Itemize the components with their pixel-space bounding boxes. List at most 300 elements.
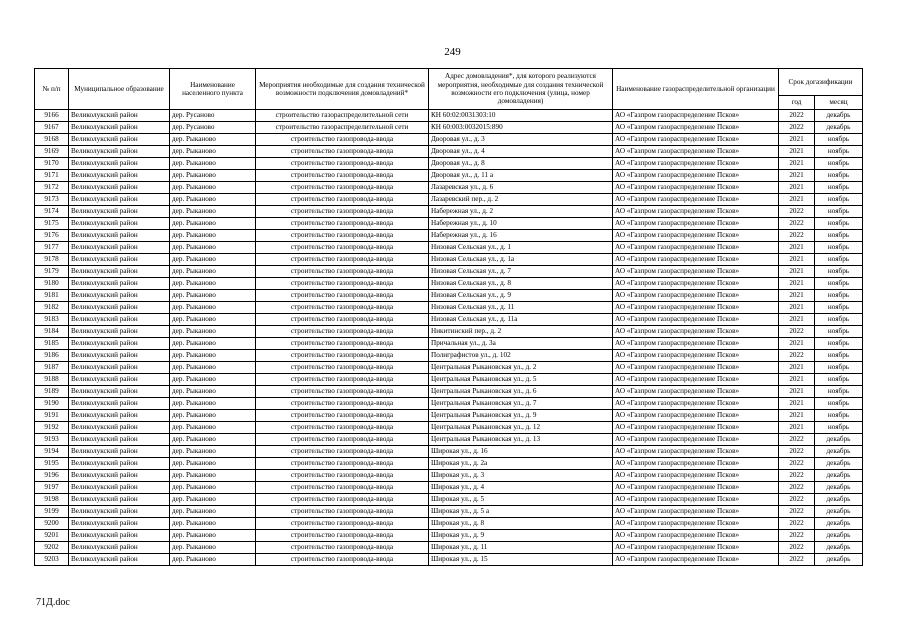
table-row (35, 542, 863, 554)
cell-settlement: дер. Русаново (170, 122, 256, 134)
cell-municipality: Великолукский район (69, 434, 170, 446)
cell-organization: АО «Газпром газораспределение Псков» (613, 230, 779, 242)
cell-month: декабрь (815, 554, 863, 566)
cell-organization: АО «Газпром газораспределение Псков» (613, 554, 779, 566)
cell-organization: АО «Газпром газораспределение Псков» (613, 110, 779, 122)
cell-measure: строительство газопровода-ввода (256, 494, 429, 506)
gasification-table (34, 68, 863, 566)
cell-num: 9170 (35, 158, 69, 170)
cell-num: 9177 (35, 242, 69, 254)
cell-settlement: дер. Рыканово (170, 158, 256, 170)
cell-organization: АО «Газпром газораспределение Псков» (613, 446, 779, 458)
cell-municipality: Великолукский район (69, 122, 170, 134)
cell-month: ноябрь (815, 146, 863, 158)
cell-measure: строительство газопровода-ввода (256, 182, 429, 194)
cell-settlement: дер. Рыканово (170, 554, 256, 566)
cell-num: 9196 (35, 470, 69, 482)
cell-organization: АО «Газпром газораспределение Псков» (613, 494, 779, 506)
cell-municipality: Великолукский район (69, 386, 170, 398)
cell-num: 9179 (35, 266, 69, 278)
cell-measure: строительство газопровода-ввода (256, 218, 429, 230)
cell-municipality: Великолукский район (69, 362, 170, 374)
cell-year: 2022 (779, 230, 815, 242)
cell-organization: АО «Газпром газораспределение Псков» (613, 182, 779, 194)
cell-year: 2021 (779, 314, 815, 326)
cell-settlement: дер. Рыканово (170, 482, 256, 494)
cell-year: 2022 (779, 434, 815, 446)
cell-month: декабрь (815, 458, 863, 470)
cell-year: 2021 (779, 266, 815, 278)
table-row (35, 146, 863, 158)
cell-month: декабрь (815, 482, 863, 494)
cell-measure: строительство газораспределительной сети (256, 110, 429, 122)
table-row (35, 266, 863, 278)
table-row (35, 230, 863, 242)
cell-address: Центральная Рыкановская ул., д. 9 (429, 410, 613, 422)
cell-settlement: дер. Рыканово (170, 434, 256, 446)
cell-month: ноябрь (815, 326, 863, 338)
table-row (35, 206, 863, 218)
cell-num: 9180 (35, 278, 69, 290)
table-row (35, 446, 863, 458)
cell-month: ноябрь (815, 182, 863, 194)
table-row (35, 506, 863, 518)
cell-settlement: дер. Рыканово (170, 134, 256, 146)
table-row (35, 278, 863, 290)
cell-municipality: Великолукский район (69, 314, 170, 326)
cell-month: декабрь (815, 494, 863, 506)
cell-month: ноябрь (815, 278, 863, 290)
cell-num: 9187 (35, 362, 69, 374)
cell-measure: строительство газопровода-ввода (256, 542, 429, 554)
cell-settlement: дер. Рыканово (170, 338, 256, 350)
cell-year: 2021 (779, 290, 815, 302)
cell-measure: строительство газопровода-ввода (256, 146, 429, 158)
cell-municipality: Великолукский район (69, 374, 170, 386)
cell-month: декабрь (815, 446, 863, 458)
cell-measure: строительство газопровода-ввода (256, 386, 429, 398)
cell-organization: АО «Газпром газораспределение Псков» (613, 266, 779, 278)
table-row (35, 494, 863, 506)
cell-address: Дворовая ул., д. 3 (429, 134, 613, 146)
cell-year: 2022 (779, 494, 815, 506)
cell-measure: строительство газопровода-ввода (256, 506, 429, 518)
cell-year: 2021 (779, 194, 815, 206)
cell-address: Широкая ул., д. 11 (429, 542, 613, 554)
table-row (35, 134, 863, 146)
cell-month: декабрь (815, 434, 863, 446)
cell-month: ноябрь (815, 386, 863, 398)
cell-organization: АО «Газпром газораспределение Псков» (613, 518, 779, 530)
cell-year: 2021 (779, 338, 815, 350)
cell-settlement: дер. Рыканово (170, 350, 256, 362)
cell-municipality: Великолукский район (69, 470, 170, 482)
cell-measure: строительство газопровода-ввода (256, 410, 429, 422)
cell-year: 2022 (779, 482, 815, 494)
cell-year: 2022 (779, 530, 815, 542)
cell-measure: строительство газопровода-ввода (256, 158, 429, 170)
cell-num: 9168 (35, 134, 69, 146)
cell-num: 9183 (35, 314, 69, 326)
cell-measure: строительство газопровода-ввода (256, 134, 429, 146)
cell-address: Центральная Рыкановская ул., д. 7 (429, 398, 613, 410)
cell-measure: строительство газопровода-ввода (256, 326, 429, 338)
cell-num: 9178 (35, 254, 69, 266)
cell-measure: строительство газопровода-ввода (256, 398, 429, 410)
cell-municipality: Великолукский район (69, 290, 170, 302)
table-row (35, 218, 863, 230)
cell-municipality: Великолукский район (69, 110, 170, 122)
table-row (35, 170, 863, 182)
header-year: год (779, 96, 815, 110)
cell-settlement: дер. Рыканово (170, 374, 256, 386)
cell-municipality: Великолукский район (69, 494, 170, 506)
cell-organization: АО «Газпром газораспределение Псков» (613, 458, 779, 470)
cell-address: Широкая ул., д. 5 (429, 494, 613, 506)
cell-num: 9174 (35, 206, 69, 218)
cell-municipality: Великолукский район (69, 206, 170, 218)
cell-organization: АО «Газпром газораспределение Псков» (613, 206, 779, 218)
cell-year: 2021 (779, 278, 815, 290)
cell-settlement: дер. Рыканово (170, 446, 256, 458)
header-num: № п/п (35, 69, 69, 110)
cell-address: Низовая Сельская ул., д. 11а (429, 314, 613, 326)
cell-num: 9201 (35, 530, 69, 542)
cell-settlement: дер. Рыканово (170, 266, 256, 278)
cell-address: КН 60:003:0032015:890 (429, 122, 613, 134)
cell-num: 9191 (35, 410, 69, 422)
cell-month: ноябрь (815, 230, 863, 242)
cell-municipality: Великолукский район (69, 446, 170, 458)
cell-measure: строительство газопровода-ввода (256, 278, 429, 290)
cell-settlement: дер. Рыканово (170, 170, 256, 182)
cell-municipality: Великолукский район (69, 146, 170, 158)
cell-organization: АО «Газпром газораспределение Псков» (613, 386, 779, 398)
cell-month: ноябрь (815, 170, 863, 182)
cell-organization: АО «Газпром газораспределение Псков» (613, 470, 779, 482)
cell-year: 2022 (779, 446, 815, 458)
table-row (35, 350, 863, 362)
cell-month: декабрь (815, 530, 863, 542)
cell-month: ноябрь (815, 290, 863, 302)
table-row (35, 470, 863, 482)
cell-organization: АО «Газпром газораспределение Псков» (613, 506, 779, 518)
cell-month: ноябрь (815, 194, 863, 206)
cell-address: Центральная Рыкановская ул., д. 2 (429, 362, 613, 374)
header-address: Адрес домовладения*, для которого реализуются мероприятия, необходимые для создания технической возможности его подключения (улица, номер домовладения) (429, 69, 613, 110)
cell-measure: строительство газопровода-ввода (256, 242, 429, 254)
cell-municipality: Великолукский район (69, 350, 170, 362)
cell-settlement: дер. Рыканово (170, 182, 256, 194)
table-row (35, 398, 863, 410)
cell-measure: строительство газопровода-ввода (256, 314, 429, 326)
footer-filename: 71Д.doc (36, 597, 70, 608)
cell-organization: АО «Газпром газораспределение Псков» (613, 170, 779, 182)
cell-settlement: дер. Рыканово (170, 422, 256, 434)
cell-month: ноябрь (815, 374, 863, 386)
cell-settlement: дер. Рыканово (170, 410, 256, 422)
header-measures: Мероприятия необходимые для создания технической возможности подключения домовладений* (256, 69, 429, 110)
cell-organization: АО «Газпром газораспределение Псков» (613, 134, 779, 146)
cell-municipality: Великолукский район (69, 242, 170, 254)
table-row (35, 518, 863, 530)
table-row (35, 434, 863, 446)
table-row (35, 182, 863, 194)
cell-year: 2022 (779, 326, 815, 338)
cell-municipality: Великолукский район (69, 230, 170, 242)
cell-measure: строительство газопровода-ввода (256, 530, 429, 542)
cell-num: 9192 (35, 422, 69, 434)
cell-settlement: дер. Рыканово (170, 194, 256, 206)
cell-municipality: Великолукский район (69, 542, 170, 554)
cell-municipality: Великолукский район (69, 338, 170, 350)
cell-address: КН 60:02:0031303:10 (429, 110, 613, 122)
cell-address: Широкая ул., д. 15 (429, 554, 613, 566)
cell-year: 2022 (779, 518, 815, 530)
cell-year: 2021 (779, 242, 815, 254)
cell-organization: АО «Газпром газораспределение Псков» (613, 278, 779, 290)
table-row (35, 194, 863, 206)
cell-measure: строительство газопровода-ввода (256, 230, 429, 242)
cell-year: 2021 (779, 422, 815, 434)
cell-settlement: дер. Рыканово (170, 470, 256, 482)
cell-organization: АО «Газпром газораспределение Псков» (613, 398, 779, 410)
cell-month: ноябрь (815, 350, 863, 362)
cell-organization: АО «Газпром газораспределение Псков» (613, 542, 779, 554)
cell-num: 9172 (35, 182, 69, 194)
cell-municipality: Великолукский район (69, 326, 170, 338)
cell-num: 9188 (35, 374, 69, 386)
cell-num: 9181 (35, 290, 69, 302)
table-row (35, 290, 863, 302)
cell-num: 9193 (35, 434, 69, 446)
header-municipality: Муниципальное образование (69, 69, 170, 110)
cell-municipality: Великолукский район (69, 518, 170, 530)
cell-num: 9171 (35, 170, 69, 182)
cell-address: Низовая Сельская ул., д. 11 (429, 302, 613, 314)
cell-year: 2021 (779, 182, 815, 194)
cell-year: 2021 (779, 158, 815, 170)
cell-num: 9166 (35, 110, 69, 122)
cell-num: 9186 (35, 350, 69, 362)
cell-month: ноябрь (815, 242, 863, 254)
cell-municipality: Великолукский район (69, 170, 170, 182)
cell-year: 2022 (779, 110, 815, 122)
cell-month: ноябрь (815, 410, 863, 422)
cell-num: 9175 (35, 218, 69, 230)
cell-measure: строительство газопровода-ввода (256, 470, 429, 482)
cell-year: 2022 (779, 542, 815, 554)
table-row (35, 530, 863, 542)
cell-measure: строительство газораспределительной сети (256, 122, 429, 134)
table-row (35, 326, 863, 338)
cell-num: 9202 (35, 542, 69, 554)
cell-municipality: Великолукский район (69, 554, 170, 566)
cell-settlement: дер. Рыканово (170, 458, 256, 470)
cell-month: декабрь (815, 122, 863, 134)
table-row (35, 302, 863, 314)
cell-month: декабрь (815, 518, 863, 530)
cell-address: Набережная ул., д. 16 (429, 230, 613, 242)
cell-month: ноябрь (815, 206, 863, 218)
table-row (35, 110, 863, 122)
cell-municipality: Великолукский район (69, 398, 170, 410)
cell-num: 9185 (35, 338, 69, 350)
cell-measure: строительство газопровода-ввода (256, 194, 429, 206)
table-header (35, 69, 863, 110)
cell-municipality: Великолукский район (69, 266, 170, 278)
cell-year: 2021 (779, 362, 815, 374)
cell-num: 9197 (35, 482, 69, 494)
cell-address: Центральная Рыкановская ул., д. 13 (429, 434, 613, 446)
cell-measure: строительство газопровода-ввода (256, 254, 429, 266)
cell-month: декабрь (815, 110, 863, 122)
cell-organization: АО «Газпром газораспределение Псков» (613, 410, 779, 422)
cell-year: 2021 (779, 374, 815, 386)
cell-municipality: Великолукский район (69, 302, 170, 314)
cell-organization: АО «Газпром газораспределение Псков» (613, 422, 779, 434)
cell-measure: строительство газопровода-ввода (256, 350, 429, 362)
cell-address: Набережная ул., д. 2 (429, 206, 613, 218)
cell-settlement: дер. Рыканово (170, 290, 256, 302)
cell-year: 2021 (779, 134, 815, 146)
cell-year: 2021 (779, 410, 815, 422)
cell-settlement: дер. Рыканово (170, 218, 256, 230)
cell-measure: строительство газопровода-ввода (256, 290, 429, 302)
cell-year: 2021 (779, 146, 815, 158)
cell-settlement: дер. Рыканово (170, 242, 256, 254)
cell-organization: АО «Газпром газораспределение Псков» (613, 314, 779, 326)
cell-month: ноябрь (815, 362, 863, 374)
cell-address: Лазаревская ул., д. 6 (429, 182, 613, 194)
cell-address: Дворовая ул., д. 4 (429, 146, 613, 158)
cell-address: Дворовая ул., д. 8 (429, 158, 613, 170)
cell-address: Низовая Сельская ул., д. 9 (429, 290, 613, 302)
cell-num: 9189 (35, 386, 69, 398)
cell-settlement: дер. Рыканово (170, 518, 256, 530)
cell-settlement: дер. Русаново (170, 110, 256, 122)
cell-address: Низовая Сельская ул., д. 1а (429, 254, 613, 266)
cell-settlement: дер. Рыканово (170, 326, 256, 338)
cell-settlement: дер. Рыканово (170, 314, 256, 326)
cell-address: Широкая ул., д. 2а (429, 458, 613, 470)
cell-month: ноябрь (815, 302, 863, 314)
cell-num: 9169 (35, 146, 69, 158)
table-body (35, 110, 863, 566)
cell-address: Низовая Сельская ул., д. 8 (429, 278, 613, 290)
cell-measure: строительство газопровода-ввода (256, 266, 429, 278)
cell-organization: АО «Газпром газораспределение Псков» (613, 374, 779, 386)
cell-num: 9194 (35, 446, 69, 458)
cell-year: 2022 (779, 122, 815, 134)
cell-settlement: дер. Рыканово (170, 206, 256, 218)
cell-address: Широкая ул., д. 9 (429, 530, 613, 542)
cell-address: Широкая ул., д. 4 (429, 482, 613, 494)
cell-measure: строительство газопровода-ввода (256, 482, 429, 494)
table-row (35, 554, 863, 566)
cell-num: 9190 (35, 398, 69, 410)
cell-address: Центральная Рыкановская ул., д. 5 (429, 374, 613, 386)
header-month: месяц (815, 96, 863, 110)
cell-municipality: Великолукский район (69, 422, 170, 434)
cell-municipality: Великолукский район (69, 506, 170, 518)
cell-measure: строительство газопровода-ввода (256, 362, 429, 374)
cell-address: Широкая ул., д. 5 а (429, 506, 613, 518)
cell-month: ноябрь (815, 158, 863, 170)
cell-month: декабрь (815, 470, 863, 482)
header-term: Срок догазификации (779, 69, 863, 96)
cell-num: 9203 (35, 554, 69, 566)
cell-organization: АО «Газпром газораспределение Псков» (613, 194, 779, 206)
cell-address: Низовая Сельская ул., д. 1 (429, 242, 613, 254)
cell-num: 9182 (35, 302, 69, 314)
cell-measure: строительство газопровода-ввода (256, 554, 429, 566)
cell-month: ноябрь (815, 266, 863, 278)
cell-num: 9176 (35, 230, 69, 242)
cell-settlement: дер. Рыканово (170, 278, 256, 290)
cell-year: 2022 (779, 554, 815, 566)
cell-settlement: дер. Рыканово (170, 146, 256, 158)
cell-settlement: дер. Рыканово (170, 542, 256, 554)
cell-settlement: дер. Рыканово (170, 494, 256, 506)
cell-municipality: Великолукский район (69, 218, 170, 230)
cell-measure: строительство газопровода-ввода (256, 338, 429, 350)
table-row (35, 482, 863, 494)
cell-organization: АО «Газпром газораспределение Псков» (613, 326, 779, 338)
cell-settlement: дер. Рыканово (170, 362, 256, 374)
cell-organization: АО «Газпром газораспределение Псков» (613, 362, 779, 374)
cell-address: Набережная ул., д. 10 (429, 218, 613, 230)
cell-settlement: дер. Рыканово (170, 254, 256, 266)
cell-organization: АО «Газпром газораспределение Псков» (613, 158, 779, 170)
cell-organization: АО «Газпром газораспределение Псков» (613, 218, 779, 230)
cell-address: Широкая ул., д. 3 (429, 470, 613, 482)
cell-settlement: дер. Рыканово (170, 230, 256, 242)
cell-measure: строительство газопровода-ввода (256, 434, 429, 446)
cell-year: 2021 (779, 302, 815, 314)
cell-municipality: Великолукский район (69, 410, 170, 422)
table-row (35, 362, 863, 374)
cell-address: Дворовая ул., д. 11 а (429, 170, 613, 182)
cell-settlement: дер. Рыканово (170, 530, 256, 542)
cell-organization: АО «Газпром газораспределение Псков» (613, 242, 779, 254)
cell-municipality: Великолукский район (69, 530, 170, 542)
cell-year: 2022 (779, 206, 815, 218)
cell-organization: АО «Газпром газораспределение Псков» (613, 338, 779, 350)
cell-measure: строительство газопровода-ввода (256, 374, 429, 386)
cell-month: ноябрь (815, 398, 863, 410)
cell-measure: строительство газопровода-ввода (256, 458, 429, 470)
cell-year: 2021 (779, 254, 815, 266)
table-row (35, 254, 863, 266)
cell-measure: строительство газопровода-ввода (256, 206, 429, 218)
cell-month: декабрь (815, 542, 863, 554)
cell-num: 9167 (35, 122, 69, 134)
table-row (35, 374, 863, 386)
cell-measure: строительство газопровода-ввода (256, 302, 429, 314)
header-settlement: Наименование населенного пункта (170, 69, 256, 110)
cell-address: Центральная Рыкановская ул., д. 12 (429, 422, 613, 434)
cell-month: ноябрь (815, 422, 863, 434)
cell-num: 9198 (35, 494, 69, 506)
table-row (35, 242, 863, 254)
cell-year: 2022 (779, 350, 815, 362)
cell-address: Лазаревский пер., д. 2 (429, 194, 613, 206)
cell-municipality: Великолукский район (69, 458, 170, 470)
table-row (35, 410, 863, 422)
cell-year: 2022 (779, 470, 815, 482)
cell-organization: АО «Газпром газораспределение Псков» (613, 254, 779, 266)
